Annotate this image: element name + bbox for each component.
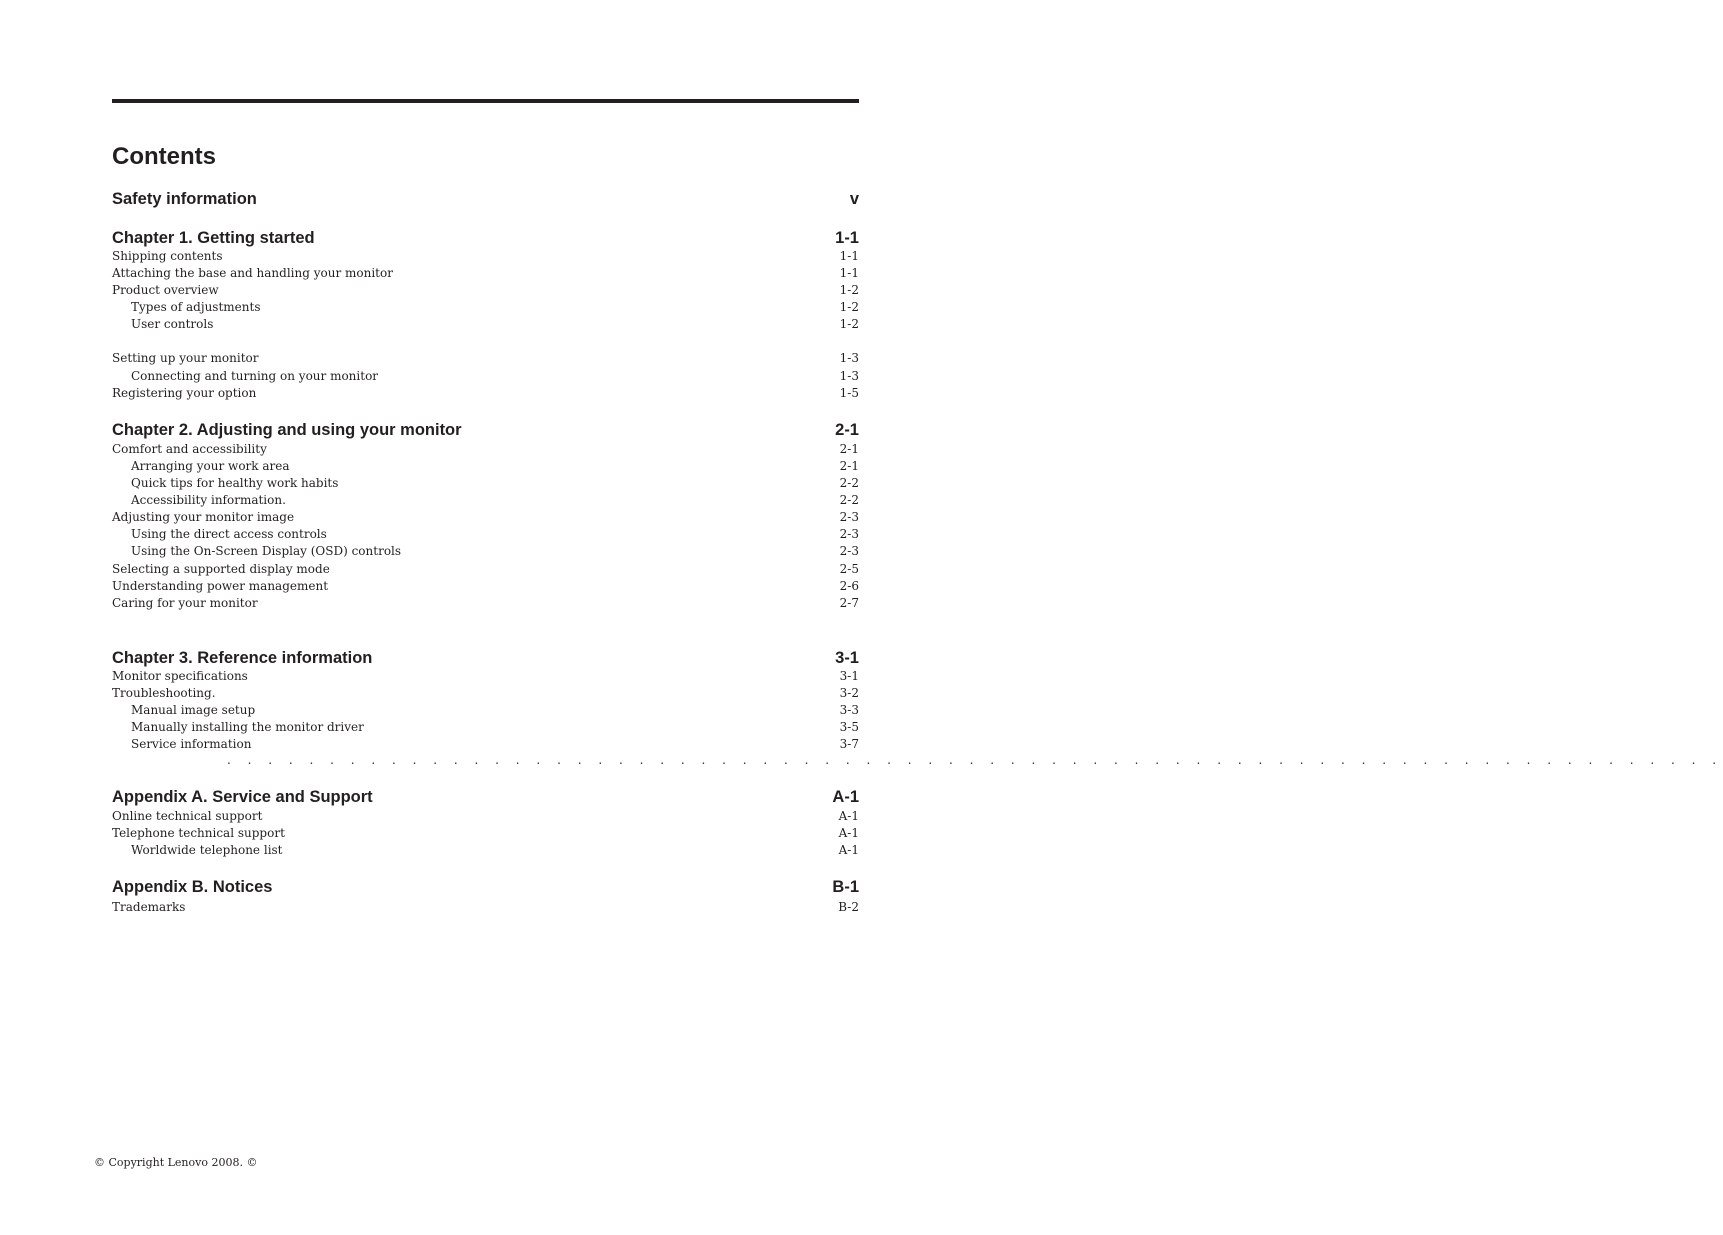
toc-entry[interactable] — [112, 808, 859, 825]
toc-entry[interactable] — [112, 441, 859, 458]
toc-entry[interactable] — [112, 188, 859, 210]
toc-entry[interactable] — [112, 475, 859, 492]
toc-entry-label: Manually installing the monitor driver — [131, 720, 364, 734]
toc-entry-label: Registering your option — [112, 386, 257, 400]
toc-entry[interactable] — [112, 702, 859, 719]
toc-entry-page: 1-2 — [839, 317, 859, 331]
toc-entry-page: 2-1 — [839, 459, 859, 473]
toc-entry-label: Using the direct access controls — [131, 527, 327, 541]
toc-entry[interactable] — [112, 248, 859, 265]
toc-entry-page: 2-5 — [839, 562, 859, 576]
toc-entry[interactable] — [112, 316, 859, 333]
toc-entry[interactable] — [112, 526, 859, 543]
toc-entry[interactable] — [112, 543, 859, 560]
toc-entry-label: Telephone technical support — [112, 826, 285, 840]
toc-entry-label: Arranging your work area — [131, 459, 290, 473]
toc-entry-label: Adjusting your monitor image — [112, 510, 295, 524]
toc-entry-label: Manual image setup — [131, 703, 256, 717]
toc-entry-label: Monitor specifications — [112, 669, 248, 683]
toc-entry[interactable] — [112, 685, 859, 702]
toc-entry-page: 2-7 — [839, 596, 859, 610]
toc-entry-page: 2-6 — [839, 579, 859, 593]
toc-entry-label: Appendix A. Service and Support — [112, 788, 373, 806]
toc-entry[interactable] — [112, 876, 859, 898]
toc-entry[interactable] — [112, 265, 859, 282]
toc-entry-label: Using the On-Screen Display (OSD) controls — [131, 544, 402, 558]
toc-entry-page: 2-2 — [839, 493, 859, 507]
toc-entry-label: Online technical support — [112, 809, 263, 823]
toc-entry-label: Connecting and turning on your monitor — [131, 369, 379, 383]
toc-entry[interactable] — [112, 227, 859, 249]
toc-entry-page: 2-3 — [839, 544, 859, 558]
toc-entry-label: User controls — [131, 317, 214, 331]
toc-entry-label: Troubleshooting. — [112, 686, 216, 700]
toc-entry-page: 3-3 — [839, 703, 859, 717]
toc-entry-label: Service information — [131, 737, 252, 751]
toc-entry-page: 3-1 — [835, 649, 859, 667]
toc-entry-page: B-1 — [832, 878, 859, 896]
toc-entry-label: Accessibility information. — [131, 493, 286, 507]
toc-entry-page: A-1 — [838, 843, 859, 857]
copyright-footer: © Copyright Lenovo 2008. © — [94, 1156, 258, 1169]
toc-entry-page: v — [849, 190, 859, 208]
toc-entry-page: 2-3 — [839, 510, 859, 524]
toc-entry-page: 1-3 — [839, 369, 859, 383]
toc-entry-label: Chapter 1. Getting started — [112, 229, 315, 247]
toc-entry-label: Understanding power management — [112, 579, 329, 593]
toc-entry[interactable] — [112, 299, 859, 316]
toc-entry-page: 1-1 — [839, 249, 859, 263]
toc-entry-label: Caring for your monitor — [112, 596, 258, 610]
toc-entry[interactable] — [112, 458, 859, 475]
toc-entry-page: 1-2 — [839, 283, 859, 297]
toc-entry-page: 2-3 — [839, 527, 859, 541]
toc-entry-label: Shipping contents — [112, 249, 223, 263]
toc-entry-page: A-1 — [838, 809, 859, 823]
toc-entry-page: 1-1 — [835, 229, 859, 247]
toc-entry-label: Setting up your monitor — [112, 351, 259, 365]
toc-entry-page: 1-2 — [839, 300, 859, 314]
toc-entry[interactable] — [112, 385, 859, 402]
toc-entry-page: 3-5 — [839, 720, 859, 734]
toc-entry-label: Types of adjustments — [131, 300, 261, 314]
toc-entry-page: A-1 — [838, 826, 859, 840]
toc-entry-label: Attaching the base and handling your monitor — [112, 266, 393, 280]
toc-entry-page: 3-2 — [839, 686, 859, 700]
toc-entry[interactable] — [112, 719, 859, 736]
toc-entry[interactable] — [112, 786, 859, 808]
toc-entry-label: Safety information — [112, 190, 257, 208]
toc-entry-page: 3-7 — [839, 737, 859, 751]
toc-entry[interactable] — [112, 368, 859, 385]
toc-entry-page: 2-1 — [835, 421, 859, 439]
toc-entry[interactable] — [112, 509, 859, 526]
toc-entry[interactable] — [112, 899, 859, 916]
toc-entry-label: Appendix B. Notices — [112, 878, 273, 896]
toc-entry[interactable] — [112, 647, 859, 669]
toc-entry-page: 1-5 — [839, 386, 859, 400]
toc-entry-page: 2-2 — [839, 476, 859, 490]
toc-entry[interactable] — [112, 282, 859, 299]
toc-entry-page: 1-3 — [839, 351, 859, 365]
toc-entry[interactable] — [112, 736, 859, 753]
toc-entry[interactable] — [112, 561, 859, 578]
toc-entry[interactable] — [112, 842, 859, 859]
toc-entry-label: Worldwide telephone list — [131, 843, 283, 857]
toc-entry[interactable] — [112, 578, 859, 595]
toc-entry-label: Chapter 2. Adjusting and using your monitor — [112, 421, 462, 439]
toc-entry[interactable] — [112, 595, 859, 612]
toc-entry-page: 2-1 — [839, 442, 859, 456]
toc-entry-page: B-2 — [838, 900, 859, 914]
toc-entry[interactable] — [112, 419, 859, 441]
dot-leader-line: . . . . . . . . . . . . . . . . . . . . . . . . . . . . . . . . . . . . . . . . . . . . . . . . . . . . . . . . . . . . . . . . . . . . . . . . . — [227, 753, 1723, 767]
toc-entry[interactable] — [112, 350, 859, 367]
header-rule — [112, 99, 859, 103]
toc-entry[interactable] — [112, 825, 859, 842]
toc-entry-label: Product overview — [112, 283, 219, 297]
toc-entry-label: Comfort and accessibility — [112, 442, 267, 456]
toc-entry-label: Trademarks — [112, 900, 186, 914]
toc-entry-page: 3-1 — [839, 669, 859, 683]
toc-entry-label: Chapter 3. Reference information — [112, 649, 373, 667]
toc-entry-page: 1-1 — [839, 266, 859, 280]
page-title: Contents — [112, 143, 216, 170]
toc-entry-label: Selecting a supported display mode — [112, 562, 330, 576]
toc-entry-page: A-1 — [832, 788, 859, 806]
toc-entry-label: Quick tips for healthy work habits — [131, 476, 339, 490]
toc-entry[interactable] — [112, 492, 859, 509]
toc-entry[interactable] — [112, 668, 859, 685]
